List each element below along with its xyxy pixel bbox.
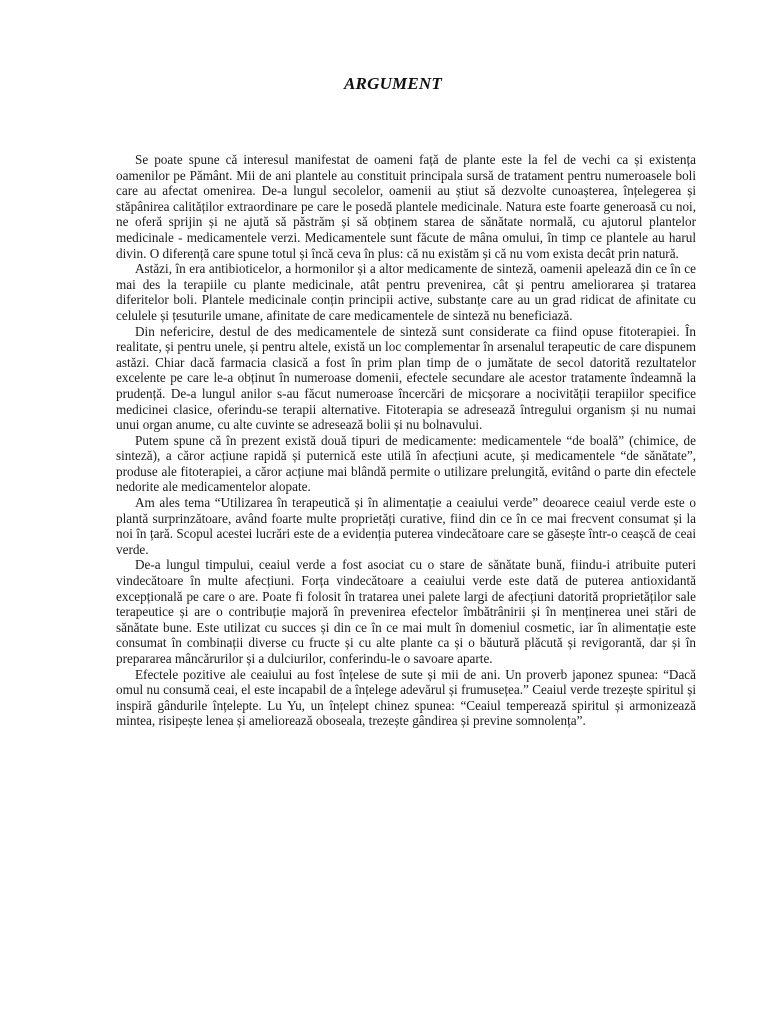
- document-body: [116, 152, 696, 729]
- paragraph-4: Putem spune că în prezent există două tipuri de medicamente: medicamentele “de boală” (chimice, de sinteză), a căror acțiune rapidă și puternică este utilă în afecțiuni acute, și medicamentele “de sănătate”, produse ale fitoterapiei, a căror acțiune mai blândă permite o utilizare prelungită, evitând o parte din efectele nedorite ale medicamentelor alopate.: [116, 432, 696, 495]
- page-title: ARGUMENT: [344, 74, 442, 93]
- paragraph-2: Astăzi, în era antibioticelor, a hormonilor și a altor medicamente de sinteză, oamenii apelează din ce în ce mai des la terapiile cu plante medicinale, atât pentru prevenirea, cât și pentru ameliorarea și tratarea diferitelor boli. Plantele medicinale conțin principii active, substanțe care au un grad ridicat de afinitate cu celulele și țesuturile umane, afinitate de care medicamentele de sinteză nu beneficiază.: [116, 261, 696, 323]
- paragraph-7: Efectele pozitive ale ceaiului au fost înțelese de sute și mii de ani. Un proverb japonez spunea: “Dacă omul nu consumă ceai, el este incapabil de a înțelege adevărul și frumusețea.” Ceaiul verde trezește spiritul și inspiră gândurile înțelepte. Lu Yu, un înțelept chinez spunea: “Ceaiul temperează spiritul și armonizează mintea, risipește lenea și ameliorează oboseala, trezește gândirea și previne somnolența”.: [116, 666, 696, 729]
- paragraph-6: De-a lungul timpului, ceaiul verde a fost asociat cu o stare de sănătate bună, fiindu-i atribuite puteri vindecătoare în multe afecțiuni. Forța vindecătoare a ceaiului verde este dată de puterea antioxidantă excepțională pe care o are. Poate fi folosit în tratarea unei palete largi de afecțiuni datorită proprietăților sale terapeutice și are o contribuție majoră în prevenirea efectelor îmbătrânirii și în menținerea unei stări de sănătate bune. Este utilizat cu succes și din ce în ce mai mult în domeniul cosmetic, iar în alimentație este consumat în combinații diverse cu fructe și cu alte plante ca și o băutură plăcută și revigorantă, dar și în prepararea mâncărurilor și a dulciurilor, conferindu-le o savoare aparte.: [116, 557, 696, 666]
- paragraph-3: Din nefericire, destul de des medicamentele de sinteză sunt considerate ca fiind opuse fitoterapiei. În realitate, și pentru unele, și pentru altele, există un loc complementar în arsenalul terapeutic de care dispunem astăzi. Chiar dacă farmacia clasică a fost în prim plan timp de o jumătate de secol datorită rezultatelor excelente pe care le-a obținut în numeroase domenii, efectele secundare ale acestor tratamente îndeamnă la prudență. De-a lungul anilor s-au făcut numeroase încercări de micșorare a nocivității terapiilor specifice medicinei clasice, oferindu-se terapii alternative. Fitoterapia se adresează întregului organism și nu numai unui organ anume, cu alte cuvinte se adresează bolii și nu bolnavului.: [116, 323, 696, 433]
- paragraph-1: Se poate spune că interesul manifestat de oameni față de plante este la fel de vechi ca și existența oamenilor pe Pământ. Mii de ani plantele au constituit principala sursă de tratament pentru numeroasele boli care au afectat omenirea. De-a lungul secolelor, oamenii au știut să dezvolte cunoașterea, înțelegerea și stăpânirea calităților extraordinare pe care le posedă plantele medicinale. Natura este foarte generoasă cu noi, ne oferă sprijin și ne ajută să păstrăm și să obținem starea de sănătate normală, cu ajutorul plantelor medicinale - medicamentele verzi. Medicamentele sunt făcute de mâna omului, în timp ce plantele au harul divin. O diferență care spune totul și încă ceva în plus: că nu existăm și că nu vom exista decât prin natură.: [116, 152, 696, 261]
- paragraph-5: Am ales tema “Utilizarea în terapeutică și în alimentație a ceaiului verde” deoarece ceaiul verde este o plantă surprinzătoare, având foarte multe proprietăți curative, fiind din ce în ce mai frecvent consumat și la noi în țară. Scopul acestei lucrări este de a evidenția puterea vindecătoare care se găsește într-o ceașcă de ceai verde.: [116, 495, 696, 557]
